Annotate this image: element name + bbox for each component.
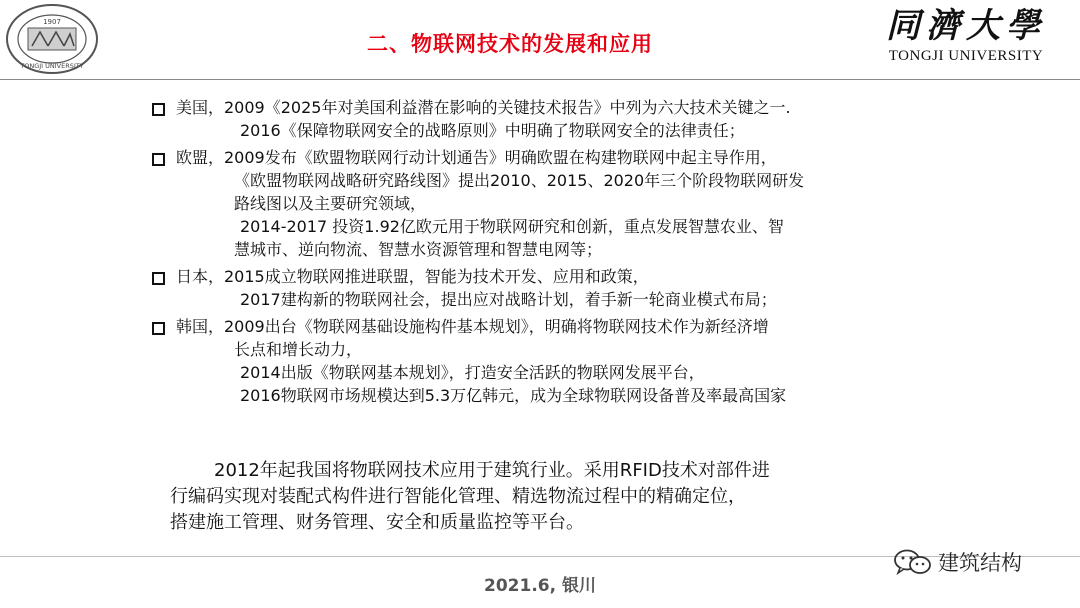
bullet-line: 慧城市、逆向物流、智慧水资源管理和智慧电网等； xyxy=(234,240,603,259)
square-bullet-icon xyxy=(152,322,165,335)
bullet-line: 2014出版《物联网基本规划》，打造安全活跃的物联网发展平台， xyxy=(240,363,705,382)
square-bullet-icon xyxy=(152,103,165,116)
bullet-line: 长点和增长动力， xyxy=(234,340,363,359)
paragraph-line: 搭建施工管理、财务管理、安全和质量监控等平台。 xyxy=(170,512,584,533)
paragraph-line: 行编码实现对装配式构件进行智能化管理、精选物流过程中的精确定位， xyxy=(170,486,746,507)
footer-date-location: 2021.6, 银川 xyxy=(484,576,596,596)
bullet-japan xyxy=(150,265,950,311)
slide-title: 二、物联网技术的发展和应用 xyxy=(367,32,653,56)
bullet-line: 2016物联网市场规模达到5.3万亿韩元，成为全球物联网设备普及率最高国家 xyxy=(240,386,787,405)
university-seal-icon xyxy=(4,2,100,76)
paragraph-line: 2012年起我国将物联网技术应用于建筑行业。采用RFID技术对部件进 xyxy=(214,460,770,481)
square-bullet-icon xyxy=(152,153,165,166)
svg-text:1907: 1907 xyxy=(43,18,61,26)
bullet-line: 美国，2009《2025年对美国利益潜在影响的关键技术报告》中列为六大技术关键之一. xyxy=(176,98,791,117)
bullet-line: 欧盟，2009发布《欧盟物联网行动计划通告》明确欧盟在构建物联网中起主导作用， xyxy=(176,148,777,167)
bullet-line: 2016《保障物联网安全的战略原则》中明确了物联网安全的法律责任； xyxy=(240,121,745,140)
bullet-line: 路线图以及主要研究领域， xyxy=(234,194,427,213)
wechat-watermark xyxy=(892,547,1062,577)
university-logo xyxy=(866,6,1066,65)
bullet-usa xyxy=(150,96,950,142)
bullet-line: 韩国，2009出台《物联网基础设施构件基本规划》，明确将物联网技术作为新经济增 xyxy=(176,317,769,336)
bullet-line: 2017建构新的物联网社会，提出应对战略计划，着手新一轮商业模式布局； xyxy=(240,290,777,309)
country-bullet-list xyxy=(150,96,950,411)
wechat-account-name: 建筑结构 xyxy=(938,551,1022,575)
header-divider xyxy=(0,79,1080,80)
wechat-icon xyxy=(892,548,932,576)
bullet-line: 2014-2017 投资1.92亿欧元用于物联网研究和创新，重点发展智慧农业、智 xyxy=(240,217,784,236)
svg-text:TONGJI UNIVERSITY: TONGJI UNIVERSITY xyxy=(20,62,84,70)
bullet-korea xyxy=(150,315,950,407)
bullet-line: 《欧盟物联网战略研究路线图》提出2010、2015、2020年三个阶段物联网研发 xyxy=(234,171,805,190)
square-bullet-icon xyxy=(152,272,165,285)
bullet-eu xyxy=(150,146,950,261)
logo-chinese: 同濟大學 xyxy=(886,6,1046,46)
logo-english: TONGJI UNIVERSITY xyxy=(888,48,1044,64)
china-paragraph xyxy=(170,458,930,536)
bullet-line: 日本，2015成立物联网推进联盟，智能为技术开发、应用和政策， xyxy=(176,267,649,286)
